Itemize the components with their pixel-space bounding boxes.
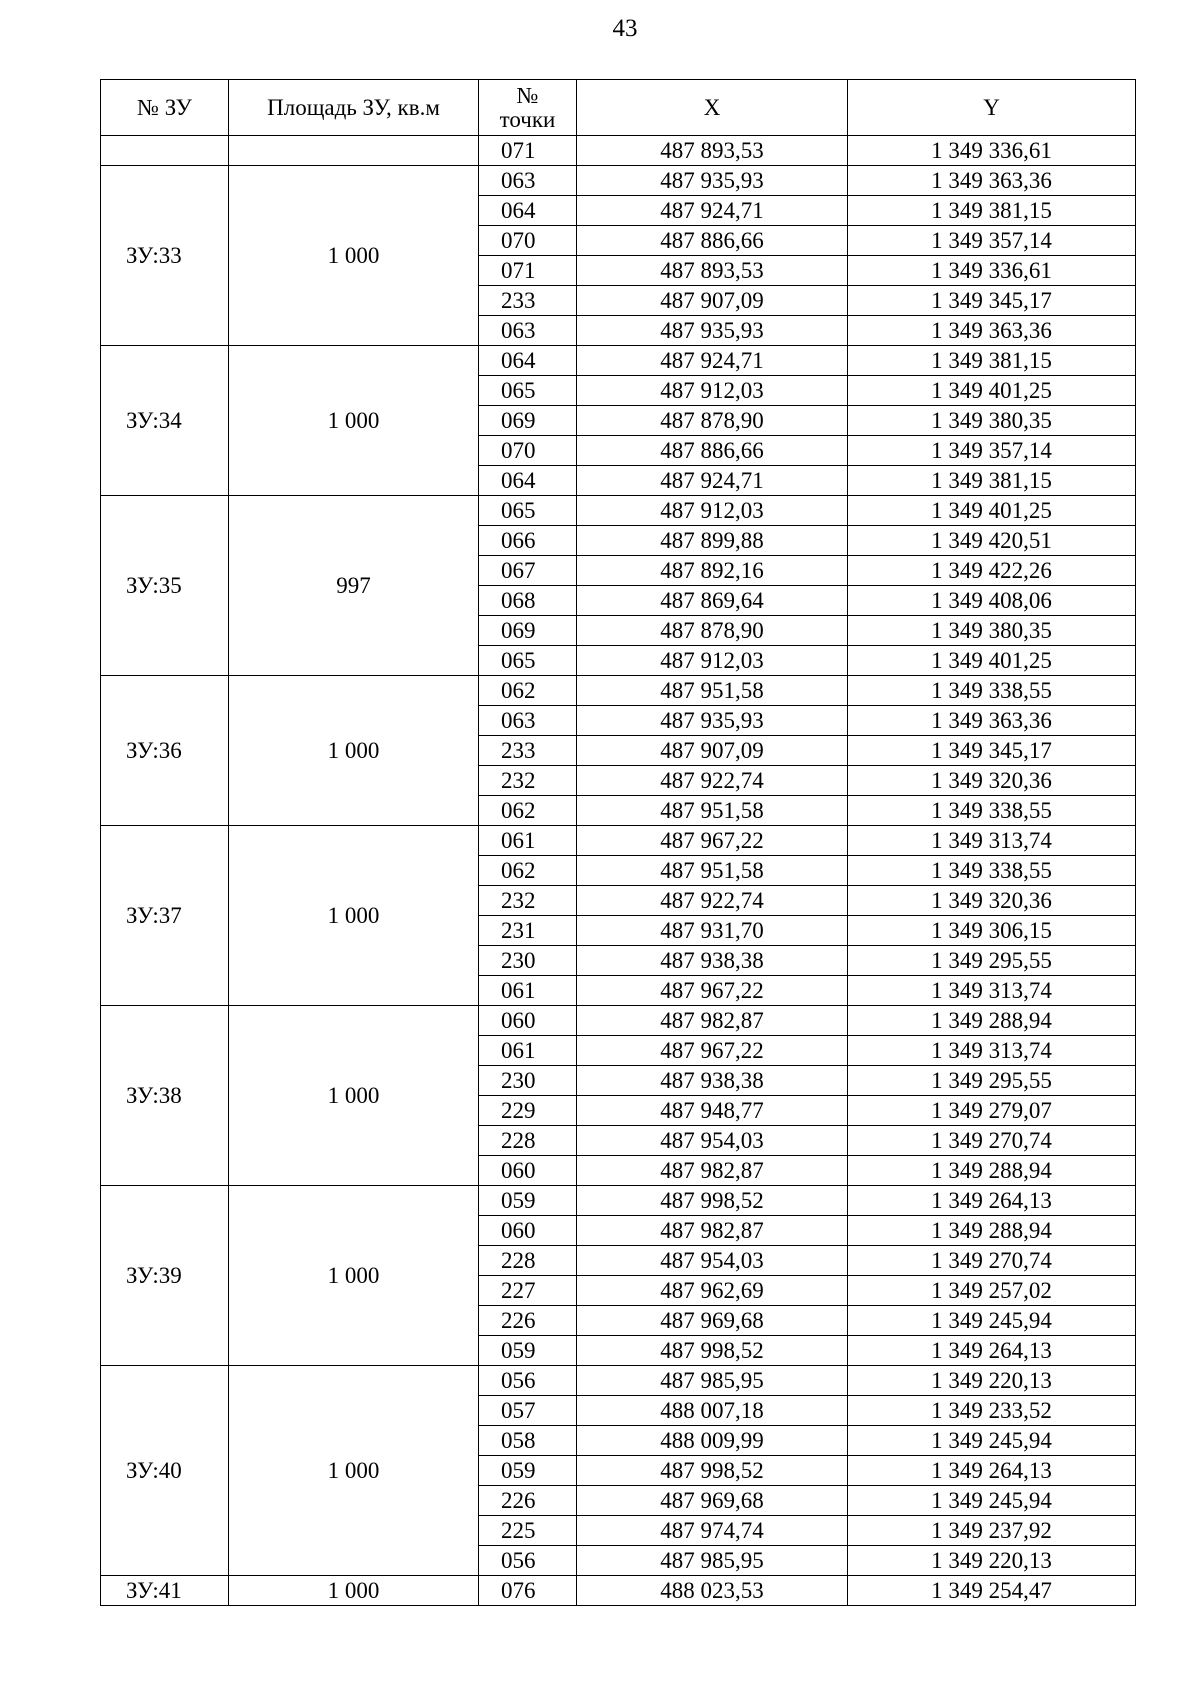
area-cell: 1 000 <box>229 1576 479 1606</box>
x-coordinate-cell: 487 935,93 <box>577 166 848 196</box>
y-coordinate-cell: 1 349 381,15 <box>848 346 1136 376</box>
table-row <box>101 676 1136 706</box>
point-number-cell <box>479 1126 577 1156</box>
point-number: 230 <box>501 947 536 973</box>
x-coordinate-cell: 487 886,66 <box>577 226 848 256</box>
x-coordinate-cell: 487 967,22 <box>577 976 848 1006</box>
y-coordinate-cell: 1 349 295,55 <box>848 1066 1136 1096</box>
table-row <box>101 346 1136 376</box>
point-number: 061 <box>501 1037 536 1063</box>
point-number-cell <box>479 1216 577 1246</box>
point-number: 233 <box>501 737 536 763</box>
x-coordinate-cell: 487 954,03 <box>577 1246 848 1276</box>
y-coordinate-cell: 1 349 338,55 <box>848 676 1136 706</box>
point-number: 069 <box>501 407 536 433</box>
y-coordinate-cell: 1 349 408,06 <box>848 586 1136 616</box>
y-coordinate-cell: 1 349 401,25 <box>848 496 1136 526</box>
point-number-cell <box>479 1036 577 1066</box>
y-coordinate-cell: 1 349 257,02 <box>848 1276 1136 1306</box>
point-number-cell <box>479 736 577 766</box>
x-coordinate-cell: 487 938,38 <box>577 1066 848 1096</box>
point-number-cell <box>479 796 577 826</box>
header-area: Площадь ЗУ, кв.м <box>229 80 479 136</box>
point-number: 060 <box>501 1157 536 1183</box>
zu-number-cell <box>101 136 229 166</box>
y-coordinate-cell: 1 349 420,51 <box>848 526 1136 556</box>
point-number: 056 <box>501 1547 536 1573</box>
point-number: 063 <box>501 317 536 343</box>
x-coordinate-cell: 487 935,93 <box>577 706 848 736</box>
point-number: 228 <box>501 1247 536 1273</box>
point-number-cell <box>479 1516 577 1546</box>
y-coordinate-cell: 1 349 245,94 <box>848 1426 1136 1456</box>
table-row <box>101 826 1136 856</box>
x-coordinate-cell: 487 951,58 <box>577 676 848 706</box>
table-row <box>101 1006 1136 1036</box>
point-number-cell <box>479 1456 577 1486</box>
point-number-cell <box>479 1006 577 1036</box>
y-coordinate-cell: 1 349 313,74 <box>848 826 1136 856</box>
point-number: 060 <box>501 1217 536 1243</box>
point-number-cell <box>479 976 577 1006</box>
header-row <box>101 80 1136 136</box>
header-point-number-line1: № <box>516 82 539 108</box>
point-number: 071 <box>501 137 536 163</box>
area-cell: 1 000 <box>229 166 479 346</box>
table-header <box>101 80 1136 136</box>
table-row <box>101 1186 1136 1216</box>
x-coordinate-cell: 487 938,38 <box>577 946 848 976</box>
point-number-cell <box>479 1156 577 1186</box>
point-number: 059 <box>501 1337 536 1363</box>
zu-number: ЗУ:41 <box>126 1577 182 1603</box>
point-number: 070 <box>501 437 536 463</box>
y-coordinate-cell: 1 349 313,74 <box>848 976 1136 1006</box>
point-number-cell <box>479 1426 577 1456</box>
y-coordinate-cell: 1 349 264,13 <box>848 1336 1136 1366</box>
point-number: 061 <box>501 827 536 853</box>
point-number: 065 <box>501 497 536 523</box>
point-number-cell <box>479 316 577 346</box>
x-coordinate-cell: 487 912,03 <box>577 646 848 676</box>
x-coordinate-cell: 487 886,66 <box>577 436 848 466</box>
area-cell: 1 000 <box>229 676 479 826</box>
y-coordinate-cell: 1 349 270,74 <box>848 1126 1136 1156</box>
point-number: 062 <box>501 797 536 823</box>
x-coordinate-cell: 487 893,53 <box>577 136 848 166</box>
point-number-cell <box>479 1336 577 1366</box>
y-coordinate-cell: 1 349 363,36 <box>848 316 1136 346</box>
x-coordinate-cell: 487 912,03 <box>577 376 848 406</box>
x-coordinate-cell: 487 954,03 <box>577 1126 848 1156</box>
y-coordinate-cell: 1 349 381,15 <box>848 466 1136 496</box>
x-coordinate-cell: 487 951,58 <box>577 796 848 826</box>
zu-number: ЗУ:39 <box>126 1262 182 1288</box>
header-y: Y <box>848 80 1136 136</box>
x-coordinate-cell: 487 962,69 <box>577 1276 848 1306</box>
x-coordinate-cell: 487 967,22 <box>577 1036 848 1066</box>
zu-number-cell <box>101 676 229 826</box>
point-number-cell <box>479 1366 577 1396</box>
point-number-cell <box>479 286 577 316</box>
y-coordinate-cell: 1 349 336,61 <box>848 256 1136 286</box>
table-row <box>101 1366 1136 1396</box>
x-coordinate-cell: 487 931,70 <box>577 916 848 946</box>
point-number-cell <box>479 1186 577 1216</box>
table-row <box>101 496 1136 526</box>
area-cell: 997 <box>229 496 479 676</box>
point-number-cell <box>479 496 577 526</box>
zu-number-cell <box>101 1576 229 1606</box>
y-coordinate-cell: 1 349 254,47 <box>848 1576 1136 1606</box>
zu-number: ЗУ:34 <box>126 407 182 433</box>
y-coordinate-cell: 1 349 338,55 <box>848 856 1136 886</box>
y-coordinate-cell: 1 349 288,94 <box>848 1006 1136 1036</box>
point-number: 058 <box>501 1427 536 1453</box>
point-number: 228 <box>501 1127 536 1153</box>
y-coordinate-cell: 1 349 345,17 <box>848 286 1136 316</box>
y-coordinate-cell: 1 349 363,36 <box>848 166 1136 196</box>
point-number-cell <box>479 706 577 736</box>
point-number: 065 <box>501 377 536 403</box>
y-coordinate-cell: 1 349 306,15 <box>848 916 1136 946</box>
point-number-cell <box>479 376 577 406</box>
y-coordinate-cell: 1 349 237,92 <box>848 1516 1136 1546</box>
x-coordinate-cell: 487 974,74 <box>577 1516 848 1546</box>
coordinates-table <box>100 79 1136 1606</box>
x-coordinate-cell: 487 924,71 <box>577 196 848 226</box>
area-cell: 1 000 <box>229 826 479 1006</box>
header-x: X <box>577 80 848 136</box>
zu-number: ЗУ:35 <box>126 572 182 598</box>
point-number: 225 <box>501 1517 536 1543</box>
x-coordinate-cell: 487 982,87 <box>577 1216 848 1246</box>
point-number-cell <box>479 166 577 196</box>
point-number: 067 <box>501 557 536 583</box>
y-coordinate-cell: 1 349 422,26 <box>848 556 1136 586</box>
point-number: 070 <box>501 227 536 253</box>
y-coordinate-cell: 1 349 264,13 <box>848 1456 1136 1486</box>
y-coordinate-cell: 1 349 363,36 <box>848 706 1136 736</box>
y-coordinate-cell: 1 349 380,35 <box>848 616 1136 646</box>
y-coordinate-cell: 1 349 381,15 <box>848 196 1136 226</box>
point-number-cell <box>479 1486 577 1516</box>
point-number: 063 <box>501 707 536 733</box>
point-number-cell <box>479 646 577 676</box>
x-coordinate-cell: 487 998,52 <box>577 1456 848 1486</box>
x-coordinate-cell: 487 922,74 <box>577 886 848 916</box>
point-number-cell <box>479 586 577 616</box>
zu-number-cell <box>101 166 229 346</box>
point-number-cell <box>479 1246 577 1276</box>
point-number-cell <box>479 916 577 946</box>
y-coordinate-cell: 1 349 345,17 <box>848 736 1136 766</box>
y-coordinate-cell: 1 349 245,94 <box>848 1306 1136 1336</box>
header-zu-number: № ЗУ <box>101 80 229 136</box>
x-coordinate-cell: 487 912,03 <box>577 496 848 526</box>
point-number: 065 <box>501 647 536 673</box>
x-coordinate-cell: 487 924,71 <box>577 466 848 496</box>
point-number-cell <box>479 826 577 856</box>
x-coordinate-cell: 487 899,88 <box>577 526 848 556</box>
y-coordinate-cell: 1 349 320,36 <box>848 766 1136 796</box>
y-coordinate-cell: 1 349 338,55 <box>848 796 1136 826</box>
x-coordinate-cell: 487 998,52 <box>577 1336 848 1366</box>
x-coordinate-cell: 487 924,71 <box>577 346 848 376</box>
table-row <box>101 166 1136 196</box>
y-coordinate-cell: 1 349 220,13 <box>848 1366 1136 1396</box>
x-coordinate-cell: 487 922,74 <box>577 766 848 796</box>
point-number-cell <box>479 1066 577 1096</box>
x-coordinate-cell: 487 967,22 <box>577 826 848 856</box>
point-number-cell <box>479 526 577 556</box>
y-coordinate-cell: 1 349 233,52 <box>848 1396 1136 1426</box>
point-number-cell <box>479 676 577 706</box>
point-number: 061 <box>501 977 536 1003</box>
point-number: 226 <box>501 1307 536 1333</box>
point-number: 062 <box>501 677 536 703</box>
x-coordinate-cell: 487 951,58 <box>577 856 848 886</box>
point-number-cell <box>479 1576 577 1606</box>
zu-number: ЗУ:36 <box>126 737 182 763</box>
x-coordinate-cell: 487 878,90 <box>577 406 848 436</box>
point-number: 076 <box>501 1577 536 1603</box>
x-coordinate-cell: 487 869,64 <box>577 586 848 616</box>
y-coordinate-cell: 1 349 288,94 <box>848 1156 1136 1186</box>
point-number: 232 <box>501 887 536 913</box>
point-number: 231 <box>501 917 536 943</box>
y-coordinate-cell: 1 349 245,94 <box>848 1486 1136 1516</box>
point-number: 232 <box>501 767 536 793</box>
x-coordinate-cell: 487 998,52 <box>577 1186 848 1216</box>
zu-number: ЗУ:40 <box>126 1457 182 1483</box>
area-cell: 1 000 <box>229 346 479 496</box>
y-coordinate-cell: 1 349 357,14 <box>848 226 1136 256</box>
table-row <box>101 136 1136 166</box>
y-coordinate-cell: 1 349 401,25 <box>848 376 1136 406</box>
point-number-cell <box>479 766 577 796</box>
point-number-cell <box>479 466 577 496</box>
zu-number: ЗУ:37 <box>126 902 182 928</box>
y-coordinate-cell: 1 349 220,13 <box>848 1546 1136 1576</box>
point-number: 062 <box>501 857 536 883</box>
y-coordinate-cell: 1 349 380,35 <box>848 406 1136 436</box>
point-number: 059 <box>501 1457 536 1483</box>
y-coordinate-cell: 1 349 357,14 <box>848 436 1136 466</box>
point-number-cell <box>479 556 577 586</box>
area-cell: 1 000 <box>229 1366 479 1576</box>
x-coordinate-cell: 487 982,87 <box>577 1006 848 1036</box>
point-number-cell <box>479 1096 577 1126</box>
x-coordinate-cell: 487 969,68 <box>577 1486 848 1516</box>
x-coordinate-cell: 487 969,68 <box>577 1306 848 1336</box>
point-number-cell <box>479 196 577 226</box>
point-number-cell <box>479 406 577 436</box>
x-coordinate-cell: 487 907,09 <box>577 286 848 316</box>
point-number: 057 <box>501 1397 536 1423</box>
point-number: 066 <box>501 527 536 553</box>
zu-number-cell <box>101 496 229 676</box>
point-number: 229 <box>501 1097 536 1123</box>
header-point-number-line2: точки <box>499 106 556 132</box>
zu-number-cell <box>101 826 229 1006</box>
point-number: 064 <box>501 197 536 223</box>
point-number-cell <box>479 1546 577 1576</box>
point-number: 068 <box>501 587 536 613</box>
point-number-cell <box>479 256 577 286</box>
x-coordinate-cell: 487 935,93 <box>577 316 848 346</box>
point-number-cell <box>479 436 577 466</box>
point-number-cell <box>479 1306 577 1336</box>
y-coordinate-cell: 1 349 313,74 <box>848 1036 1136 1066</box>
point-number: 226 <box>501 1487 536 1513</box>
x-coordinate-cell: 487 878,90 <box>577 616 848 646</box>
x-coordinate-cell: 488 009,99 <box>577 1426 848 1456</box>
y-coordinate-cell: 1 349 288,94 <box>848 1216 1136 1246</box>
y-coordinate-cell: 1 349 295,55 <box>848 946 1136 976</box>
zu-number-cell <box>101 346 229 496</box>
zu-number: ЗУ:38 <box>126 1082 182 1108</box>
zu-number-cell <box>101 1186 229 1366</box>
x-coordinate-cell: 487 985,95 <box>577 1366 848 1396</box>
point-number-cell <box>479 616 577 646</box>
area-cell: 1 000 <box>229 1006 479 1186</box>
y-coordinate-cell: 1 349 336,61 <box>848 136 1136 166</box>
point-number: 056 <box>501 1367 536 1393</box>
zu-number-cell <box>101 1006 229 1186</box>
point-number-cell <box>479 886 577 916</box>
x-coordinate-cell: 487 892,16 <box>577 556 848 586</box>
point-number-cell <box>479 226 577 256</box>
x-coordinate-cell: 487 985,95 <box>577 1546 848 1576</box>
table-row <box>101 1576 1136 1606</box>
point-number: 064 <box>501 467 536 493</box>
point-number: 064 <box>501 347 536 373</box>
point-number-cell <box>479 136 577 166</box>
point-number: 063 <box>501 167 536 193</box>
header-point-number <box>479 80 577 136</box>
point-number: 227 <box>501 1277 536 1303</box>
point-number: 230 <box>501 1067 536 1093</box>
x-coordinate-cell: 487 893,53 <box>577 256 848 286</box>
x-coordinate-cell: 488 023,53 <box>577 1576 848 1606</box>
x-coordinate-cell: 487 982,87 <box>577 1156 848 1186</box>
point-number-cell <box>479 1276 577 1306</box>
point-number-cell <box>479 856 577 886</box>
point-number-cell <box>479 1396 577 1426</box>
x-coordinate-cell: 487 907,09 <box>577 736 848 766</box>
point-number: 233 <box>501 287 536 313</box>
y-coordinate-cell: 1 349 320,36 <box>848 886 1136 916</box>
area-cell <box>229 136 479 166</box>
point-number-cell <box>479 346 577 376</box>
y-coordinate-cell: 1 349 401,25 <box>848 646 1136 676</box>
point-number: 060 <box>501 1007 536 1033</box>
table-body <box>101 136 1136 1606</box>
zu-number: ЗУ:33 <box>126 242 182 268</box>
y-coordinate-cell: 1 349 270,74 <box>848 1246 1136 1276</box>
point-number: 071 <box>501 257 536 283</box>
y-coordinate-cell: 1 349 264,13 <box>848 1186 1136 1216</box>
point-number: 069 <box>501 617 536 643</box>
point-number-cell <box>479 946 577 976</box>
zu-number-cell <box>101 1366 229 1576</box>
point-number: 059 <box>501 1187 536 1213</box>
area-cell: 1 000 <box>229 1186 479 1366</box>
y-coordinate-cell: 1 349 279,07 <box>848 1096 1136 1126</box>
x-coordinate-cell: 488 007,18 <box>577 1396 848 1426</box>
x-coordinate-cell: 487 948,77 <box>577 1096 848 1126</box>
page-number: 43 <box>612 15 638 42</box>
